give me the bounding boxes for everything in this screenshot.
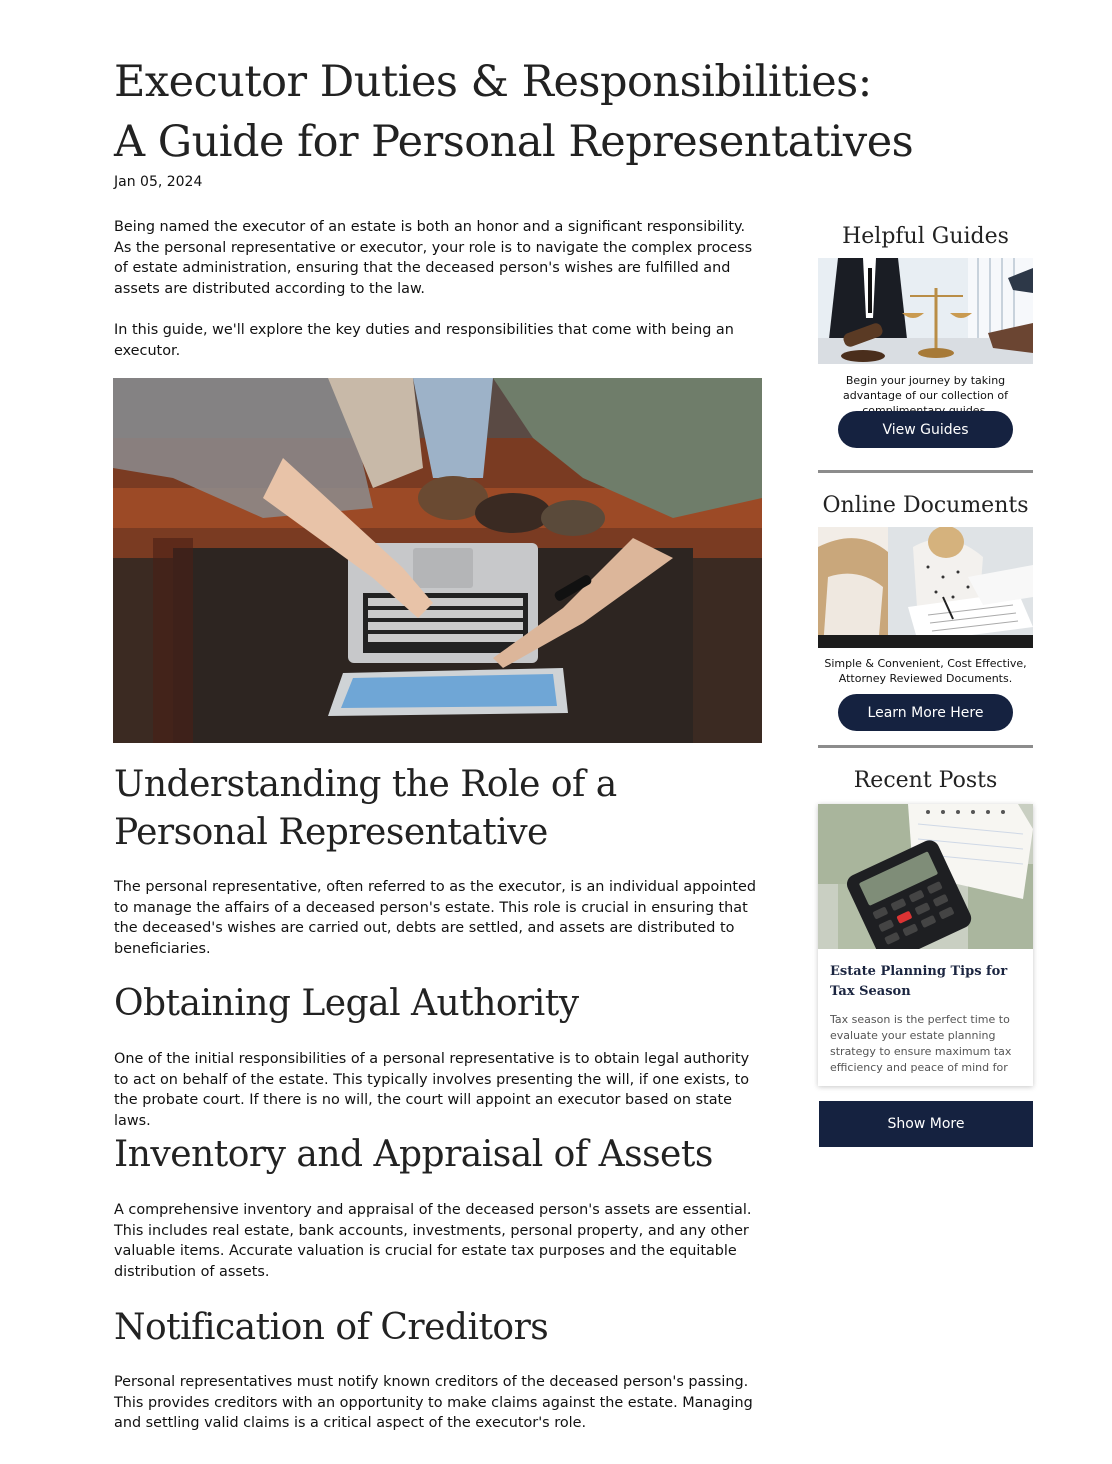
show-more-button[interactable]: Show More bbox=[819, 1101, 1033, 1147]
guides-image bbox=[818, 258, 1033, 364]
section-heading: Understanding the Role of a Personal Representative bbox=[114, 764, 617, 853]
helpful-guides-title: Helpful Guides bbox=[842, 224, 1009, 249]
documents-caption: Simple & Convenient, Cost Effective, Attorney Reviewed Documents. bbox=[824, 657, 1027, 685]
learn-more-button[interactable]: Learn More Here bbox=[838, 694, 1013, 731]
intro-paragraph: Being named the executor of an estate is both an honor and a significant responsibility. As the personal representative or executor, your role is to navigate the complex process of estate administration, ensuring that the deceased person's wishes are fulfilled and assets are distributed according to the law. bbox=[114, 219, 753, 297]
section-heading: Notification of Creditors bbox=[114, 1307, 549, 1348]
scales-of-justice-photo bbox=[818, 258, 1033, 364]
section-body: One of the initial responsibilities of a personal representative is to obtain legal authority to act on behalf of the estate. This typically involves presenting the will, if one exists, to the probate court. If there is no will, the court will appoint an executor based on state laws. bbox=[114, 1051, 750, 1129]
view-guides-button[interactable]: View Guides bbox=[838, 411, 1013, 448]
post-date: Jan 05, 2024 bbox=[114, 174, 203, 190]
laptop-photo bbox=[113, 378, 762, 743]
sidebar-divider bbox=[818, 470, 1033, 473]
recent-post-excerpt: Tax season is the perfect time to evaluate your estate planning strategy to ensure maximum tax efficiency and peace of mind for bbox=[830, 1013, 1012, 1074]
signing-documents-photo bbox=[818, 527, 1033, 648]
section-body: Personal representatives must notify known creditors of the deceased person's passing. This provides creditors with an opportunity to make claims against the estate. Managing and settling valid claims is a critical aspect of the executor's role. bbox=[114, 1374, 753, 1431]
recent-post-title[interactable]: Estate Planning Tips for Tax Season bbox=[830, 964, 1008, 999]
section-heading: Inventory and Appraisal of Assets bbox=[114, 1134, 713, 1175]
calculator-money-photo bbox=[818, 804, 1033, 949]
documents-image bbox=[818, 527, 1033, 648]
section-body: A comprehensive inventory and appraisal of the deceased person's assets are essential. This includes real estate, bank accounts, investments, personal property, and any other valuable items. Accurate valuation is crucial for estate tax purposes and the equitable distribution of assets. bbox=[114, 1202, 752, 1280]
recent-post-card[interactable] bbox=[818, 804, 1033, 1086]
section-body: The personal representative, often referred to as the executor, is an individual appointed to manage the affairs of a deceased person's estate. This role is crucial in ensuring that the deceased's wishes are carried out, debts are settled, and assets are distributed to beneficiaries. bbox=[114, 879, 757, 957]
page-title: Executor Duties & Responsibilities: A Guide for Personal Representatives bbox=[114, 57, 914, 167]
recent-posts-title: Recent Posts bbox=[853, 768, 998, 793]
sidebar-divider bbox=[818, 745, 1033, 748]
guides-caption: Begin your journey by taking advantage of our collection of bbox=[843, 374, 1008, 402]
section-heading: Obtaining Legal Authority bbox=[114, 983, 579, 1024]
intro-paragraph: In this guide, we'll explore the key duties and responsibilities that come with being an executor. bbox=[114, 322, 734, 359]
online-documents-title: Online Documents bbox=[822, 493, 1029, 518]
hero-image bbox=[113, 378, 762, 743]
